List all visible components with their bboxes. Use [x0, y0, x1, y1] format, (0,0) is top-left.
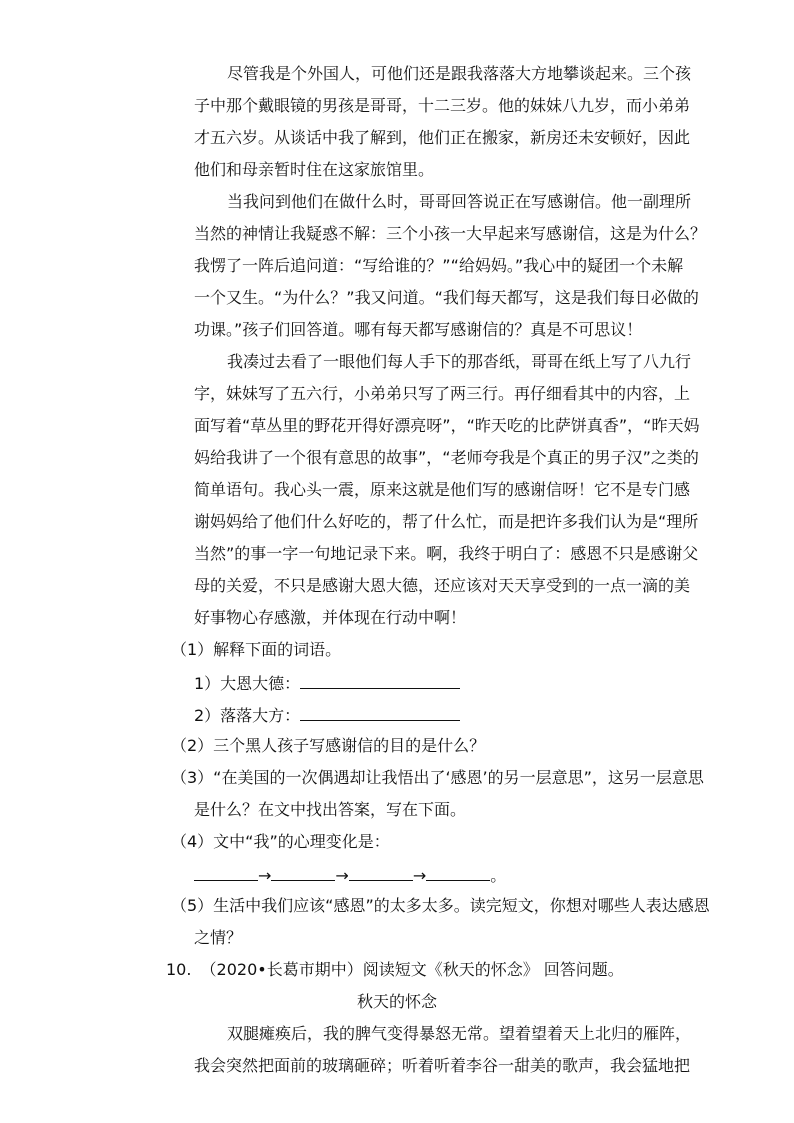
paragraph-line: 当然的神情让我疑惑不解：三个小孩一大早起来写感谢信，这是为什么？	[194, 224, 707, 243]
question-4-blanks	[194, 862, 506, 886]
arrow-icon: →	[335, 866, 349, 885]
question-3-line-1: （3）“在美国的一次偶遇却让我悟出了‘感恩’的另一层意思”，这另一层意思	[171, 768, 704, 787]
paragraph-line: 我愣了一阵后追问道：“写给谁的？”“给妈妈。”我心中的疑团一个未解	[194, 256, 684, 275]
paragraph-line: 谢妈妈给了他们什么好吃的，帮了什么忙，而是把许多我们认为是“理所	[194, 512, 699, 531]
paragraph-line: 尽管我是个外国人，可他们还是跟我落落大方地攀谈起来。三个孩	[227, 64, 692, 83]
paragraph-line: 母的关爱，不只是感谢大恩大德，还应该对天天享受到的一点一滴的美	[194, 576, 691, 595]
paragraph-line: 当然”的事一字一句地记录下来。啊，我终于明白了：感恩不只是感谢父	[194, 544, 699, 563]
answer-blank[interactable]	[194, 862, 258, 881]
paragraph-line: 妈给我讲了一个很有意思的故事”，“老师夸我是个真正的男子汉”之类的	[194, 448, 699, 467]
question-5-line-2: 之情？	[194, 928, 243, 947]
paragraph-line: 好事物心存感激，并体现在行动中啊！	[194, 608, 467, 627]
paragraph-line: 我凑过去看了一眼他们每人手下的那沓纸，哥哥在纸上写了八九行	[227, 352, 692, 371]
paragraph-line: 简单语句。我心头一震，原来这就是他们写的感谢信呀！它不是专门感	[194, 480, 691, 499]
paragraph-line: 功课。”孩子们回答道。哪有每天都写感谢信的？真是不可思议！	[194, 320, 643, 339]
paragraph-line: 才五六岁。从谈话中我了解到，他们正在搬家，新房还未安顿好，因此	[194, 128, 691, 147]
paragraph-line: 当我问到他们在做什么时，哥哥回答说正在写感谢信。他一副理所	[227, 192, 692, 211]
question-3-line-2: 是什么？在文中找出答案，写在下面。	[194, 800, 467, 819]
answer-blank[interactable]	[349, 862, 413, 881]
question-prompt: （2020•长葛市期中）阅读短文《秋天的怀念》 回答问题。	[200, 960, 624, 979]
answer-blank[interactable]	[300, 702, 460, 721]
paragraph-line: 面写着“草丛里的野花开得好漂亮呀”，“昨天吃的比萨饼真香”，“昨天妈	[194, 416, 700, 435]
paragraph-line: 子中那个戴眼镜的男孩是哥哥，十二三岁。他的妹妹八九岁，而小弟弟	[194, 96, 691, 115]
arrow-icon: →	[412, 866, 427, 885]
term-label: 1）大恩大德：	[194, 674, 301, 693]
answer-blank[interactable]	[271, 862, 335, 881]
question-2-label: （2）三个黑人孩子写感谢信的目的是什么？	[171, 736, 486, 755]
paragraph-line: 双腿瘫痪后，我的脾气变得暴怒无常。望着望着天上北归的雁阵，	[227, 1024, 692, 1043]
question-1-item-2	[194, 702, 460, 726]
paragraph-line: 一个又生。“为什么？”我又问道。“我们每天都写，这是我们每日必做的	[194, 288, 699, 307]
question-1-item-1	[194, 670, 460, 694]
paragraph-line: 我会突然把面前的玻璃砸碎；听着听着李谷一甜美的歌声，我会猛地把	[194, 1056, 691, 1075]
period: 。	[490, 866, 507, 885]
question-1-label: （1）解释下面的词语。	[171, 640, 342, 659]
arrow-icon: →	[258, 866, 272, 885]
answer-blank[interactable]	[300, 670, 460, 689]
question-number: 10.	[166, 960, 192, 979]
term-label: 2）落落大方：	[194, 706, 301, 725]
question-5-line-1: （5）生活中我们应该“感恩”的太多太多。读完短文，你想对哪些人表达感恩	[171, 896, 710, 915]
paragraph-line: 他们和母亲暂时住在这家旅馆里。	[194, 160, 435, 179]
question-10-header	[166, 958, 624, 982]
story-title: 秋天的怀念	[356, 992, 437, 1011]
paragraph-line: 字，妹妹写了五六行，小弟弟只写了两三行。再仔细看其中的内容，上	[194, 384, 691, 403]
answer-blank[interactable]	[426, 862, 490, 881]
question-4-label: （4）文中“我”的心理变化是：	[171, 832, 390, 851]
